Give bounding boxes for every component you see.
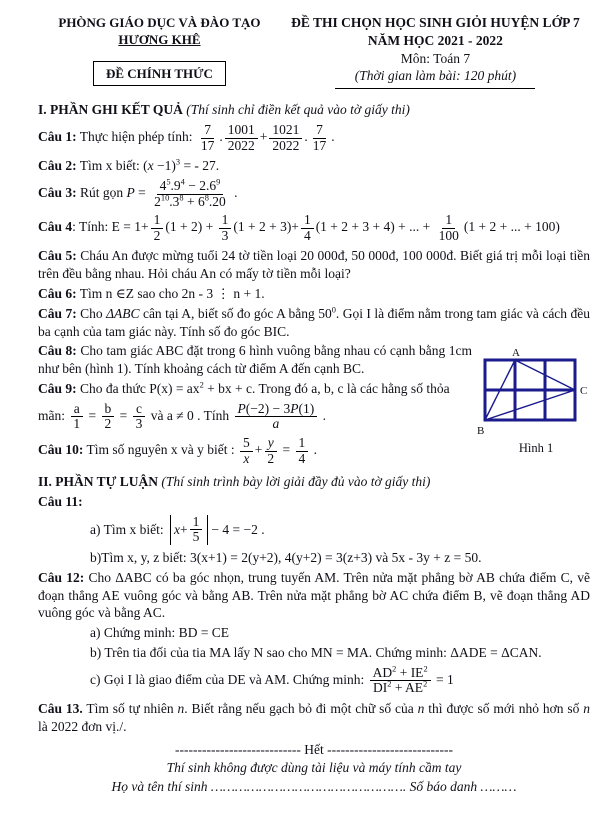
bold-text: Câu 7: [38,305,77,321]
text: 7 [204,122,211,138]
official-exam-box: ĐỀ CHÍNH THỨC [93,61,226,86]
text: . [331,129,335,145]
numerator [71,402,83,418]
text: : Tính: E = 1+ [72,219,149,235]
italic-text: y [267,435,274,450]
text: 1 [298,435,306,450]
text: . [219,129,223,145]
numerator [269,123,302,139]
bold-text: Câu 10: [38,442,84,458]
denominator [198,139,218,154]
exam-title-line2: NĂM HỌC 2021 - 2022 [367,32,503,48]
text: 1021 [272,122,300,138]
text: Thực hiện phép tính: [76,129,196,145]
text: . Gọi I là điểm nằm trong tam giác và cách đều ba cạnh của tam giác này. Tính số đo góc BIC. [38,305,590,339]
text: = [85,408,100,424]
text: 5 [243,435,250,450]
text: Cháu An được mừng tuổi 24 tờ tiền loại 20 000đ, 50 000đ, 100 000đ. Biết giá trị mỗi loại tiền trên đều bằng nhau. Hỏi cháu An có mấy tờ tiền mỗi loại? [38,248,590,282]
text: AD [372,664,393,680]
cau-12b [38,644,590,662]
bold-text: Câu 3: [38,185,77,201]
text: 5 [192,529,200,545]
text: cân tại A, biết số đo góc A bằng 50 [139,305,332,321]
text: + 6 [183,193,205,209]
text: −1) [153,158,176,174]
numerator [301,213,314,229]
cau-8 [38,342,472,378]
denominator [270,417,283,432]
text: = [116,408,131,424]
text: = - 27. [180,158,220,174]
denominator [219,229,232,244]
denominator [151,195,229,210]
cau-11 [38,493,590,511]
fraction [102,402,115,432]
denominator [70,417,83,432]
text: 17 [200,137,215,153]
italic-text: n [417,700,425,716]
bold-text: Câu 9: [38,381,77,397]
numerator [296,436,309,452]
text: 1 [73,416,81,432]
text: Tìm n ∈Z sao cho 2n - 3 ⋮ n + 1. [76,285,265,301]
cau-12a [38,624,590,642]
bold-text: Câu 13. [38,700,83,716]
header [38,14,590,89]
text: 2022 [272,137,300,153]
numerator [151,213,164,229]
text: 3 [135,416,143,432]
text: (1 + 2 + ... + 100) [463,219,560,235]
denominator [301,229,314,244]
text: + bx + c. Trong đó a, b, c là các hằng số thỏa [203,381,450,397]
text: (−2) − 3 [245,400,291,416]
text: 2022 [227,137,255,153]
fraction [151,213,164,243]
text: Cho tam giác ABC đặt trong 6 hình vuông bằng nhau có cạnh bằng 1cm như bên (hình 1). Tính khoảng cách từ điểm A đến cạnh BC. [38,343,472,377]
italic-text: (Thí sinh trình bày lời giải đầy đủ vào tờ giấy thi) [161,474,431,490]
numerator [190,515,203,531]
text: là 2022 đơn vị./. [38,718,127,734]
numerator [225,123,258,139]
cau-7 [38,305,590,341]
fraction [190,515,203,545]
square-grid [485,360,575,420]
fraction [235,402,318,432]
fraction [301,213,314,243]
district-name: HƯƠNG KHÊ [118,32,201,48]
numerator [235,402,318,418]
fraction [436,213,462,243]
text: b)Tìm x, y, z biết: 3(x+1) = 2(y+2), 4(y+2) = 3(z+3) và 5x - 3y + z = 50. [90,549,482,565]
text: a [73,400,80,416]
fraction [219,213,232,243]
text: thì được số mới nhỏ hơn số [424,700,584,716]
denominator [310,139,330,154]
section-2-heading [38,473,590,491]
text: 1001 [227,122,255,138]
cau-12c [38,666,590,696]
numerator [201,123,214,139]
text: = 1 [432,671,454,687]
bold-text: Câu 5: [38,248,77,264]
exam-subject: Môn: Toán 7 [400,50,471,66]
superscript: 0 [331,305,336,315]
superscript: 2 [199,380,204,390]
absolute-value-group [170,515,208,545]
fraction [370,666,431,696]
cau-12 [38,569,590,622]
denominator [370,681,430,696]
text: + IE [396,664,424,680]
department-name: PHÒNG GIÁO DỤC VÀ ĐÀO TẠO [58,15,261,30]
text: + AE [391,680,424,696]
text: . [230,185,238,201]
text: a) Tìm x biết: [90,521,167,537]
fraction [70,402,83,432]
text: (1 + 2 + 3)+ [233,219,299,235]
bold-text: Câu 2: [38,158,77,174]
text: DI [373,680,388,696]
text: 7 [316,122,323,138]
text: 4 [298,450,306,466]
superscript: 3 [175,157,181,167]
text: . [304,129,308,145]
bold-text: I. PHẦN GHI KẾT QUẢ [38,102,187,118]
text: 17 [312,137,327,153]
superscript: 2 [387,679,392,689]
cau-9-line1 [38,380,472,398]
denominator [190,530,203,545]
text: 1 [221,212,229,228]
bold-text: Câu 11: [38,493,83,509]
cau-1 [38,123,590,153]
bold-text: Câu 6: [38,285,77,301]
fraction [296,436,309,466]
superscript: 8 [179,193,184,203]
text: . [310,442,318,458]
figure-hinh-1 [470,346,602,457]
denominator [102,417,115,432]
text: 2 [153,227,161,243]
italic-text: a [272,416,280,432]
header-left [38,14,281,89]
superscript: 9 [216,177,221,187]
text: 100 [438,227,459,243]
grid-triangle-diagram [473,346,599,442]
text: Tìm x biết: ( [76,158,148,174]
text: 1 [303,212,311,228]
bold-text: II. PHẦN TỰ LUẬN [38,474,162,490]
text: Cho đa thức P(x) = ax [76,381,200,397]
bold-text: Câu 8: [38,343,77,359]
italic-text: P [290,400,299,416]
figure-caption: Hình 1 [518,441,554,455]
text: − 4 = −2 . [211,521,265,537]
fraction [264,436,277,466]
bold-text: Câu 4 [38,219,73,235]
bold-text: Câu 12: [38,569,85,585]
fraction [151,179,229,209]
cau-2 [38,157,590,175]
text: = [279,442,294,458]
text: Cho ΔABC có ba góc nhọn, trung tuyến AM. Trên nửa mặt phẳng bờ AB chứa điểm C, vẽ đoạn thẳng AE vuông góc và bằng AB. Trên nửa mặt phẳng bờ AC chứa điểm B, vẽ đoạn thẳng AD vuông góc và bằng AC. [38,569,590,621]
denominator [436,229,462,244]
text: b [104,400,112,416]
bold-text: Câu 1: [38,129,77,145]
denominator [225,139,258,154]
text: .3 [169,193,180,209]
numerator [265,436,277,452]
superscript: 2 [423,679,428,689]
superscript: 2 [392,664,397,674]
fraction [269,123,302,153]
text: 1 [153,212,161,228]
text: . [319,408,326,424]
exam-title-line1: ĐỀ THI CHỌN HỌC SINH GIỎI HUYỆN LỚP 7 [291,15,580,30]
numerator [133,402,145,418]
cau-5 [38,247,590,283]
text: .9 [170,178,181,194]
numerator [313,123,326,139]
italic-text: n [583,700,590,716]
footer [38,741,590,796]
numerator [240,436,253,452]
denominator [151,229,164,244]
numerator [102,402,115,418]
text: (1 + 2 + 3 + 4) + ... + [315,219,434,235]
text: 4 [159,178,167,194]
text: 2 [104,416,112,432]
text: c [136,400,142,416]
text: 1 [445,212,453,228]
header-rule [335,88,535,89]
fraction [310,123,330,153]
superscript: 2 [423,664,428,674]
label-b: B [477,425,485,437]
denominator [240,452,252,467]
italic-text: n [177,700,185,716]
text: 3 [221,227,229,243]
text: + [180,521,188,537]
fraction [240,436,253,466]
italic-text: x [147,158,154,174]
text: (1 + 2) + [165,219,217,235]
italic-text: x [174,521,180,537]
text: Tìm số nguyên x và y biết : [83,442,239,458]
text: 1 [192,513,200,529]
cau-6 [38,285,590,303]
text: Cho [76,305,107,321]
cau-3 [38,179,590,209]
text: mãn: [38,408,69,424]
fraction [225,123,258,153]
text: .20 [208,193,226,209]
superscript: 5 [166,177,171,187]
denominator [133,417,146,432]
header-right [281,14,590,89]
text: 2 [154,193,161,209]
fraction [198,123,218,153]
candidate-name-line: Họ và tên thí sinh …………………………………………. Số báo danh ……… [111,779,517,795]
text: 2 [267,450,275,466]
superscript: 10 [160,193,170,203]
cau-13 [38,700,590,736]
text: 4 [303,227,311,243]
denominator [269,139,302,154]
italic-text: ΔABC [106,305,140,321]
italic-text: P [237,400,246,416]
numerator [219,213,232,229]
text: c) Gọi I là giao điểm của DE và AM. Chứng minh: [90,671,368,687]
label-a: A [512,347,520,359]
text: + [259,129,268,145]
superscript: 4 [180,177,185,187]
text: b) Trên tia đối của tia MA lấy N sao cho MN = MA. Chứng minh: ΔADE = ΔCAN. [90,645,542,660]
denominator [296,452,309,467]
text: Rút gọn [76,185,127,201]
exam-rule-note: Thí sinh không được dùng tài liệu và máy tính cầm tay [166,760,462,776]
superscript: 8 [204,193,209,203]
end-divider: ---------------------------- Hết ---------------------------- [175,741,453,757]
denominator [264,452,277,467]
text: Tìm số tự nhiên [82,700,178,716]
fraction [133,402,146,432]
text: a) Chứng minh: BD = CE [90,625,230,641]
cau-11a [38,515,590,545]
exam-duration: (Thời gian làm bài: 120 phút) [354,68,517,84]
text: = [134,185,150,201]
italic-text: (Thí sinh chỉ điền kết quả vào tờ giấy thi) [186,102,410,118]
numerator [442,213,455,229]
cau-11b [38,549,590,567]
cau-4 [38,213,590,243]
italic-text: P [126,185,135,201]
text: (1) [298,400,315,416]
text: và a ≠ 0 . Tính [147,408,233,424]
text: − 2.6 [184,178,217,194]
label-c: C [580,385,588,397]
italic-text: x [243,450,250,466]
text: + [254,442,263,458]
text: . Biết rằng nếu gạch bỏ đi một chữ số của [184,700,418,716]
section-1-heading [38,101,590,119]
